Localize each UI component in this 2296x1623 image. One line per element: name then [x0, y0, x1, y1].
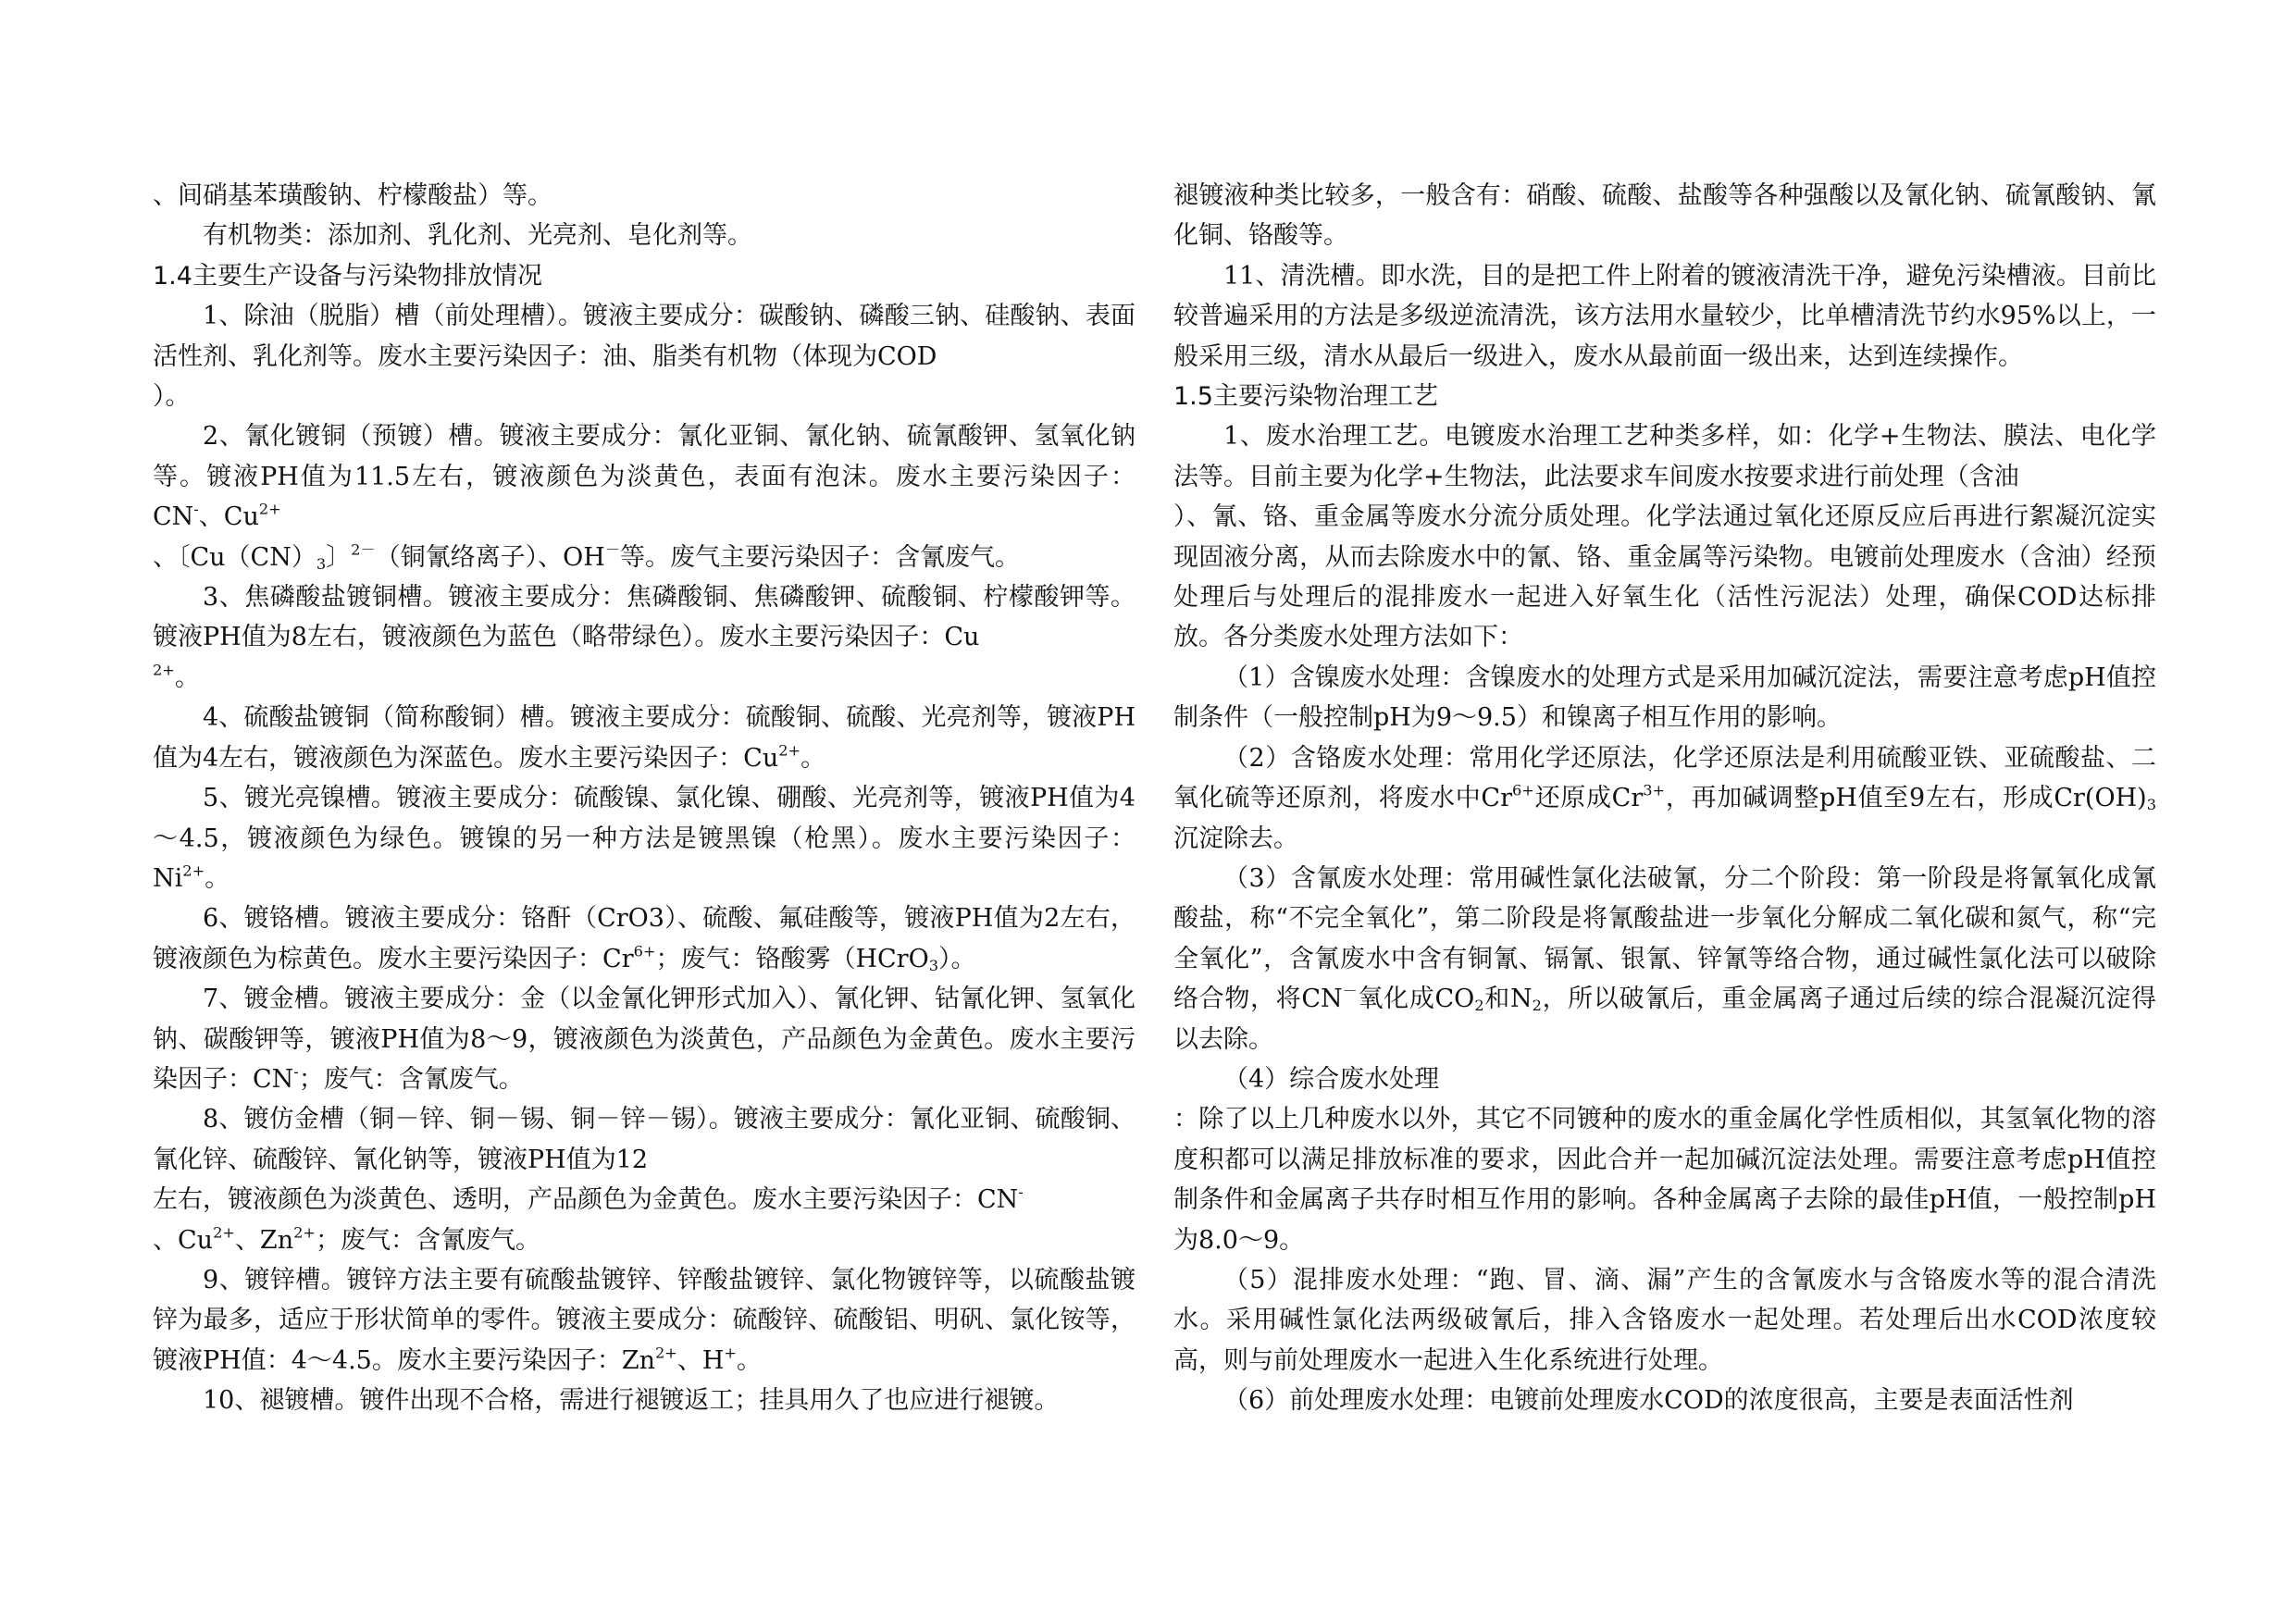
paragraph: 8、镀仿金槽（铜－锌、铜－锡、铜－锌－锡）。镀液主要成分：氰化亚铜、硫酸铜、氰化锌、硫酸锌、氰化钠等，镀液PH值为12 左右，镀液颜色为淡黄色、透明，产品颜色为金黄色。废水主要污染因子：CN- 、$Cu^{2+}$、$Zn^{2+}$；废气：含氰废气。: [153, 1105, 1136, 1255]
paragraph: 11、清洗槽。即水洗，目的是把工件上附着的镀液清洗干净，避免污染槽液。目前比较普遍采用的方法是多级逆流清洗，该方法用水量较少，比单槽清洗节约水95%以上，一般采用三级，清水从最后一级进入，废水从最前面一级出来，达到连续操作。: [1173, 261, 2156, 371]
left-column: [153, 176, 1136, 1421]
paragraph: 有机物类：添加剂、乳化剂、光亮剂、皂化剂等。: [203, 221, 752, 251]
section-heading: 1.4主要生产设备与污染物排放情况: [153, 261, 542, 291]
paragraph: （1）含镍废水处理：含镍废水的处理方式是采用加碱沉淀法，需要注意考虑pH值控制条件（一般控制pH为9～9.5）和镍离子相互作用的影响。: [1173, 663, 2156, 733]
paragraph: 3、焦磷酸盐镀铜槽。镀液主要成分：焦磷酸铜、焦磷酸钾、硫酸铜、柠檬酸钾等。镀液PH值为8左右，镀液颜色为蓝色（略带绿色）。废水主要污染因子：Cu $^{2+}$。: [153, 583, 1136, 692]
paragraph: （5）混排废水处理：“跑、冒、滴、漏”产生的含氰废水与含铬废水等的混合清洗水。采用碱性氯化法两级破氰后，排入含铬废水一起处理。若处理后出水COD浓度较高，则与前处理废水一起进入生化系统进行处理。: [1173, 1265, 2156, 1375]
paragraph: （2）含铬废水处理：常用化学还原法，化学还原法是利用硫酸亚铁、亚硫酸盐、二氧化硫等还原剂，将废水中$Cr^{6+}$还原成$Cr^{3+}$，再加碱调整pH值至9左右，形成$Cr(OH)_3$沉淀除去。: [1173, 743, 2156, 853]
paragraph: 4、硫酸盐镀铜（简称酸铜）槽。镀液主要成分：硫酸铜、硫酸、光亮剂等，镀液PH值为4左右，镀液颜色为深蓝色。废水主要污染因子：$Cu^{2+}$。: [153, 703, 1136, 773]
right-column: [1173, 176, 2156, 1421]
paragraph: 7、镀金槽。镀液主要成分：金（以金氰化钾形式加入）、氰化钾、钴氰化钾、氢氧化钠、碳酸钾等，镀液PH值为8～9，镀液颜色为淡黄色，产品颜色为金黄色。废水主要污染因子：CN-；废气：含氰废气。: [153, 985, 1136, 1094]
paragraph: 1、废水治理工艺。电镀废水治理工艺种类多样，如：化学+生物法、膜法、电化学法等。目前主要为化学+生物法，此法要求车间废水按要求进行前处理（含油 ）、氰、铬、重金属等废水分流分质处理。化学法通过氧化还原反应后再进行絮凝沉淀实现固液分离，从而去除废水中的氰、铬、重金属等污染物。电镀前处理废水（含油）经预处理后与处理后的混排废水一起进入好氧生化（活性污泥法）处理，确保COD达标排放。各分类废水处理方法如下：: [1173, 422, 2156, 652]
paragraph: 10、褪镀槽。镀件出现不合格，需进行褪镀返工；挂具用久了也应进行褪镀。: [203, 1386, 1060, 1416]
paragraph: 褪镀液种类比较多，一般含有：硝酸、硫酸、盐酸等各种强酸以及氰化钠、硫氰酸钠、氰化铜、铬酸等。: [1173, 181, 2156, 251]
paragraph: 1、除油（脱脂）槽（前处理槽）。镀液主要成分：碳酸钠、磷酸三钠、硅酸钠、表面活性剂、乳化剂等。废水主要污染因子：油、脂类有机物（体现为COD ）。: [153, 302, 1136, 412]
paragraph: （4）综合废水处理: [1223, 1064, 1440, 1094]
paragraph: 、间硝基苯璜酸钠、柠檬酸盐）等。: [153, 181, 552, 210]
paragraph: 5、镀光亮镍槽。镀液主要成分：硫酸镍、氯化镍、硼酸、光亮剂等，镀液PH值为4～4.5，镀液颜色为绿色。镀镍的另一种方法是镀黑镍（枪黑）。废水主要污染因子：$Ni^{2+}$。: [153, 784, 1136, 893]
paragraph: 9、镀锌槽。镀锌方法主要有硫酸盐镀锌、锌酸盐镀锌、氯化物镀锌等，以硫酸盐镀锌为最多，适应于形状简单的零件。镀液主要成分：硫酸锌、硫酸铝、明矾、氯化铵等，镀液PH值：4～4.5。废水主要污染因子：$Zn^{2+}$、H+。: [153, 1265, 1136, 1375]
paragraph: （3）含氰废水处理：常用碱性氯化法破氰，分二个阶段：第一阶段是将氰氧化成氰酸盐，称“不完全氧化”，第二阶段是将氰酸盐进一步氧化分解成二氧化碳和氮气，称“完全氧化”，含氰废水中含有铜氰、镉氰、银氰、锌氰等络合物，通过碱性氯化法可以破除络合物，将CN－氧化成$CO_2$和$N_2$，所以破氰后，重金属离子通过后续的综合混凝沉淀得以去除。: [1173, 863, 2156, 1054]
paragraph: 2、氰化镀铜（预镀）槽。镀液主要成分：氰化亚铜、氰化钠、硫氰酸钾、氢氧化钠等。镀液PH值为11.5左右，镀液颜色为淡黄色，表面有泡沫。废水主要污染因子：CN-、$Cu^{2+}$ 、〔$Cu(CN)_3$〕$^{2-}$（铜氰络离子）、OH－等。废气主要污染因子：含氰废气。: [153, 422, 1136, 573]
paragraph: 6、镀铬槽。镀液主要成分：铬酐（CrO3）、硫酸、氟硅酸等，镀液PH值为2左右，镀液颜色为棕黄色。废水主要污染因子：$Cr^{6+}$；废气：铬酸雾（HCrO$_3$）。: [153, 904, 1136, 974]
paragraph: ：除了以上几种废水以外，其它不同镀种的废水的重金属化学性质相似，其氢氧化物的溶度积都可以满足排放标准的要求，因此合并一起加碱沉淀法处理。需要注意考虑pH值控制条件和金属离子共存时相互作用的影响。各种金属离子去除的最佳pH值，一般控制pH为8.0～9。: [1173, 1105, 2156, 1255]
section-heading: 1.5主要污染物治理工艺: [1173, 382, 1438, 412]
paragraph: （6）前处理废水处理：电镀前处理废水COD的浓度很高，主要是表面活性剂: [1223, 1386, 2074, 1416]
